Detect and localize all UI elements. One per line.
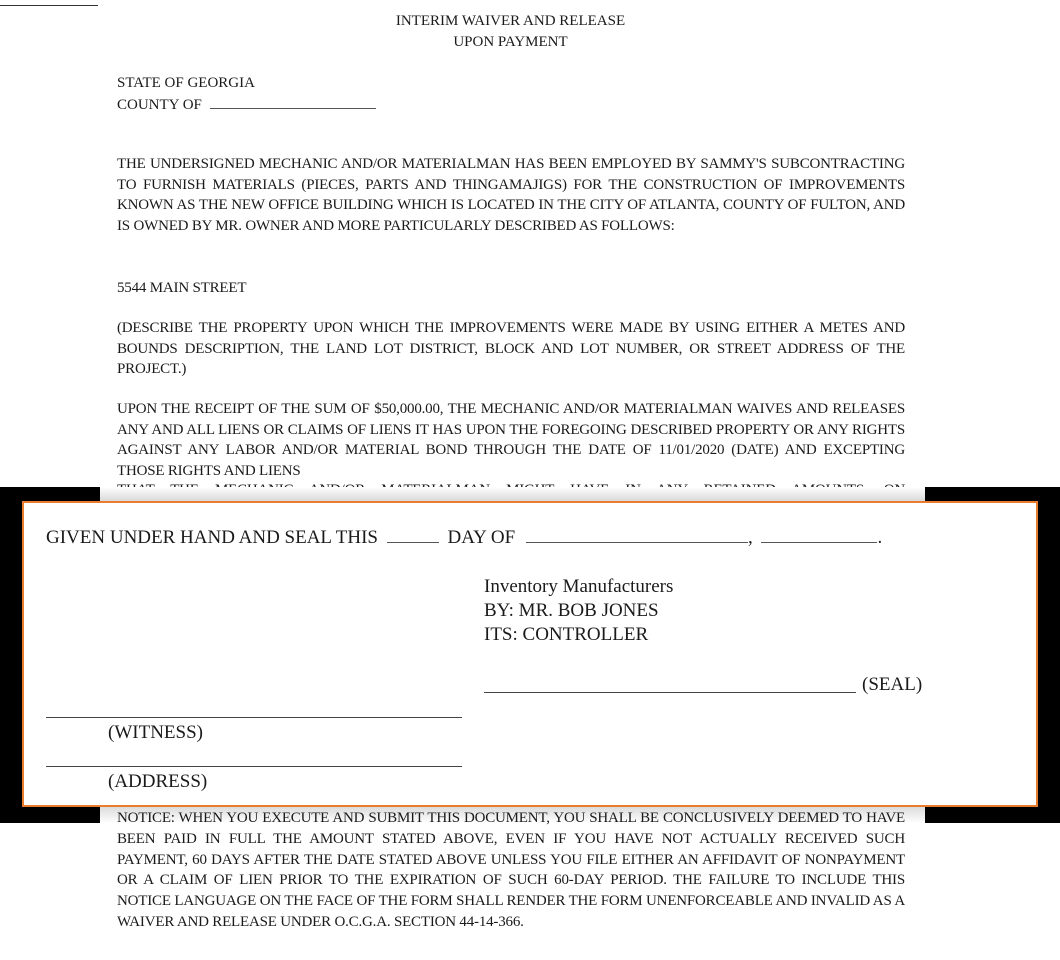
period: . [877, 527, 883, 548]
company-name: Inventory Manufacturers [484, 576, 674, 597]
jurisdiction-block [117, 73, 376, 116]
witness-signature-line[interactable] [46, 717, 462, 718]
top-rule [0, 5, 98, 6]
month-blank-field[interactable] [526, 524, 748, 543]
day-of-text: DAY OF [447, 527, 516, 548]
address-label: (ADDRESS) [108, 771, 208, 792]
title-line-1: INTERIM WAIVER AND RELEASE [395, 13, 626, 29]
county-blank-field[interactable] [210, 94, 376, 109]
comma: , [747, 527, 753, 548]
county-label: COUNTY OF [117, 97, 202, 113]
seal-label: (SEAL) [862, 674, 923, 695]
signer-name: BY: MR. BOB JONES [484, 600, 659, 621]
property-address: 5544 MAIN STREET [117, 280, 247, 296]
employment-paragraph: THE UNDERSIGNED MECHANIC AND/OR MATERIALMAN HAS BEEN EMPLOYED BY SAMMY'S SUBCONTRACTING TO FURNISH MATERIALS (PIECES, PARTS AND THINGAMAJIGS) FOR THE CONSTRUCTION OF IMPROVEMENTS KNOWN AS THE NEW OFFICE BUILDING WHICH IS LOCATED IN THE CITY OF ATLANTA, COUNTY OF FULTON, AND IS OWNED BY MR. OWNER AND MORE PARTICULARLY DESCRIBED AS FOLLOWS: [117, 156, 905, 234]
given-under-hand-line [46, 524, 882, 550]
year-blank-field[interactable] [761, 524, 877, 543]
magnified-signature-region [22, 501, 1038, 807]
address-signature-line[interactable] [46, 766, 462, 767]
title-line-2: UPON PAYMENT [453, 34, 568, 50]
given-text: GIVEN UNDER HAND AND SEAL THIS [46, 527, 378, 548]
county-row [117, 94, 376, 116]
witness-label: (WITNESS) [108, 722, 203, 743]
page-edge-top [100, 487, 925, 501]
seal-signature-line[interactable] [484, 692, 856, 693]
notice-paragraph: NOTICE: WHEN YOU EXECUTE AND SUBMIT THIS DOCUMENT, YOU SHALL BE CONCLUSIVELY DEEMED TO HAVE BEEN PAID IN FULL THE AMOUNT STATED ABOVE, EVEN IF YOU HAVE NOT ACTUALLY RECEIVED SUCH PAYMENT, 60 DAYS AFTER THE DATE STATED ABOVE UNLESS YOU FILE EITHER AN AFFIDAVIT OF NONPAYMENT OR A CLAIM OF LIEN PRIOR TO THE EXPIRATION OF SUCH 60-DAY PERIOD. THE FAILURE TO INCLUDE THIS NOTICE LANGUAGE ON THE FACE OF THE FORM SHALL RENDER THE FORM UNENFORCEABLE AND INVALID AS A WAIVER AND RELEASE UNDER O.C.G.A. SECTION 44-14-366. [117, 810, 905, 930]
document-title [0, 11, 1021, 53]
day-blank-field[interactable] [387, 524, 439, 543]
state-label: STATE OF GEORGIA [117, 75, 255, 91]
signer-title: ITS: CONTROLLER [484, 624, 649, 645]
property-description-instructions: (DESCRIBE THE PROPERTY UPON WHICH THE IMPROVEMENTS WERE MADE BY USING EITHER A METES AND BOUNDS DESCRIPTION, THE LAND LOT DISTRICT, BLOCK AND LOT NUMBER, OR STREET ADDRESS OF THE PROJECT.) [117, 320, 905, 377]
waiver-paragraph: UPON THE RECEIPT OF THE SUM OF $50,000.00, THE MECHANIC AND/OR MATERIALMAN WAIVES AND RELEASES ANY AND ALL LIENS OR CLAIMS OF LIENS IT HAS UPON THE FOREGOING DESCRIBED PROPERTY OR ANY RIGHTS AGAINST ANY LABOR AND/OR MATERIAL BOND THROUGH THE DATE OF 11/01/2020 (DATE) AND EXCEPTING THOSE RIGHTS AND LIENS [117, 401, 905, 479]
